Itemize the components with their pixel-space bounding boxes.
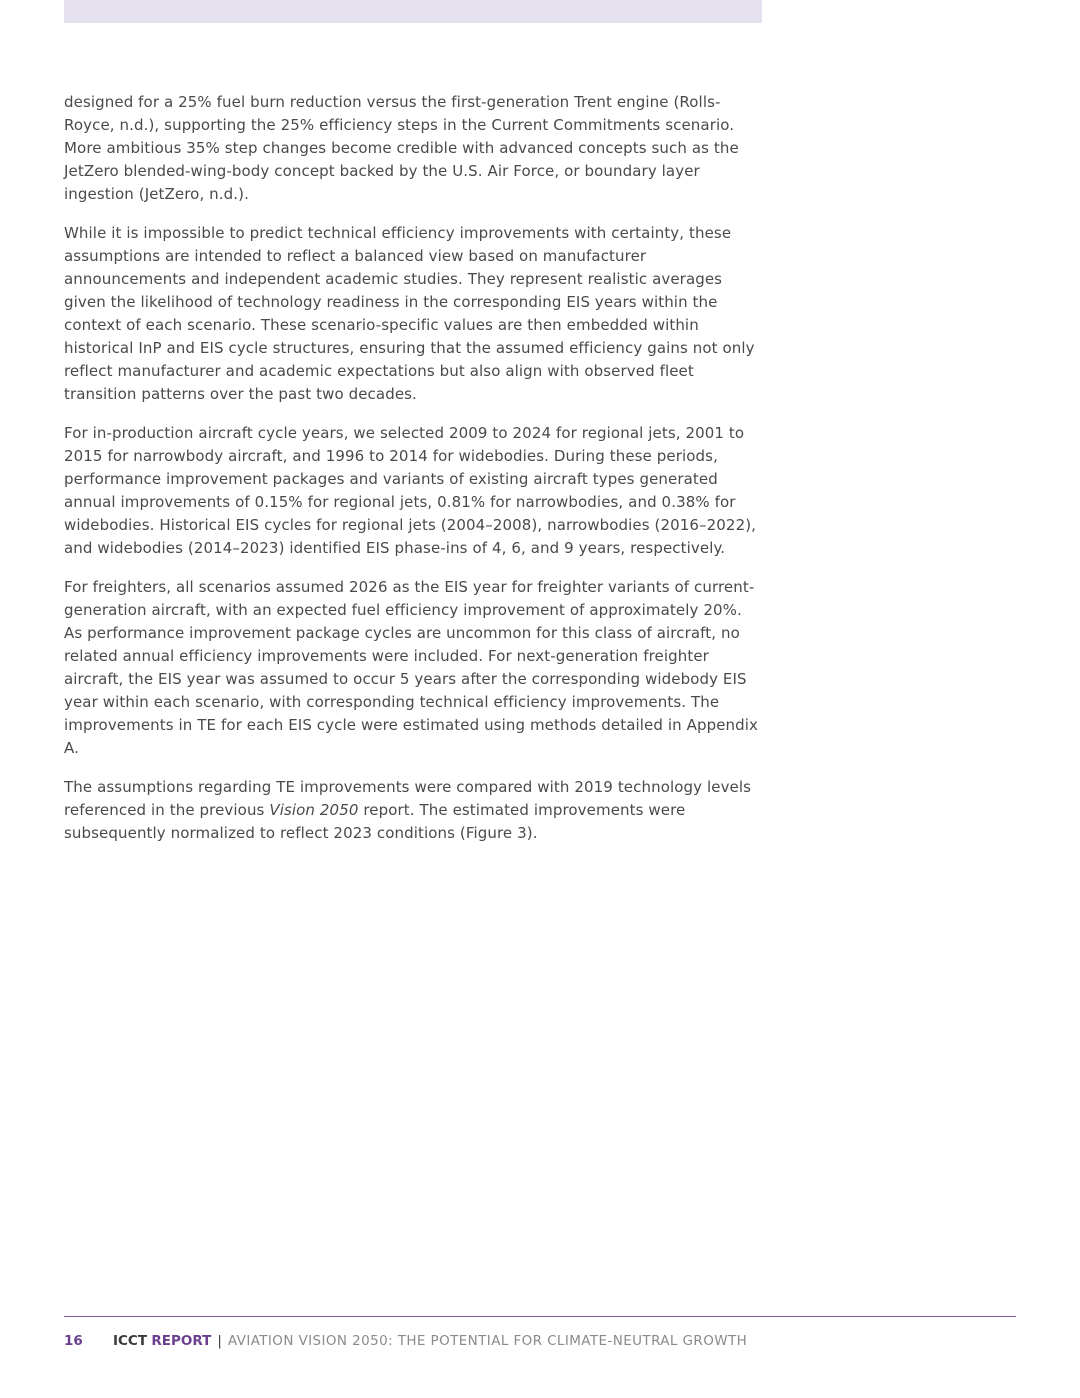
top-decorative-band	[64, 0, 762, 23]
paragraph-assumptions-rationale: While it is impossible to predict technical efficiency improvements with certainty, these assumptions are intended to reflect a balanced view based on manufacturer announcements and independent academic studies. They represent realistic averages given the likelihood of technology readiness in the corresponding EIS years within the context of each scenario. These scenario-specific values are then embedded within historical InP and EIS cycle structures, ensuring that the assumed efficiency gains not only reflect manufacturer and academic expectations but also align with observed fleet transition patterns over the past two decades.	[64, 224, 755, 403]
paragraph-te-comparison-before: The assumptions regarding TE improvements were compared with 2019 technology levels referenced in the previous	[64, 778, 752, 819]
vision-2050-report-title: Vision 2050	[269, 801, 359, 819]
page-number: 16	[64, 1333, 83, 1349]
footer-report-title: AVIATION VISION 2050: THE POTENTIAL FOR CLIMATE-NEUTRAL GROWTH	[227, 1333, 748, 1349]
paragraph-in-production-cycles: For in-production aircraft cycle years, we selected 2009 to 2024 for regional jets, 2001 to 2015 for narrowbody aircraft, and 1996 to 2014 for widebodies. During these periods, performance improvement packages and variants of existing aircraft types generated annual improvements of 0.15% for regional jets, 0.81% for narrowbodies, and 0.38% for widebodies. Historical EIS cycles for regional jets (2004–2008), narrowbodies (2016–2022), and widebodies (2014–2023) identified EIS phase-ins of 4, 6, and 9 years, respectively.	[64, 424, 757, 557]
paragraph-te-comparison-after: report. The estimated improvements were subsequently normalized to reflect 2023 conditions (Figure 3).	[64, 801, 686, 842]
footer-label	[113, 1332, 747, 1350]
paragraph-engine-efficiency: designed for a 25% fuel burn reduction versus the first-generation Trent engine (Rolls-Royce, n.d.), supporting the 25% efficiency steps in the Current Commitments scenario. More ambitious 35% step changes become credible with advanced concepts such as the JetZero blended-wing-body concept backed by the U.S. Air Force, or boundary layer ingestion (JetZero, n.d.).	[64, 93, 739, 203]
footer-separator: |	[217, 1333, 222, 1349]
body-text	[64, 91, 764, 861]
page-footer	[64, 1332, 1016, 1352]
paragraph-te-comparison	[64, 776, 764, 845]
footer-divider	[64, 1316, 1016, 1317]
footer-report-label: REPORT	[151, 1333, 212, 1349]
paragraph-freighters: For freighters, all scenarios assumed 2026 as the EIS year for freighter variants of current-generation aircraft, with an expected fuel efficiency improvement of approximately 20%. As performance improvement package cycles are uncommon for this class of aircraft, no related annual efficiency improvements were included. For next-generation freighter aircraft, the EIS year was assumed to occur 5 years after the corresponding widebody EIS year within each scenario, with corresponding technical efficiency improvements. The improvements in TE for each EIS cycle were estimated using methods detailed in Appendix A.	[64, 578, 758, 757]
footer-org: ICCT	[113, 1333, 148, 1349]
